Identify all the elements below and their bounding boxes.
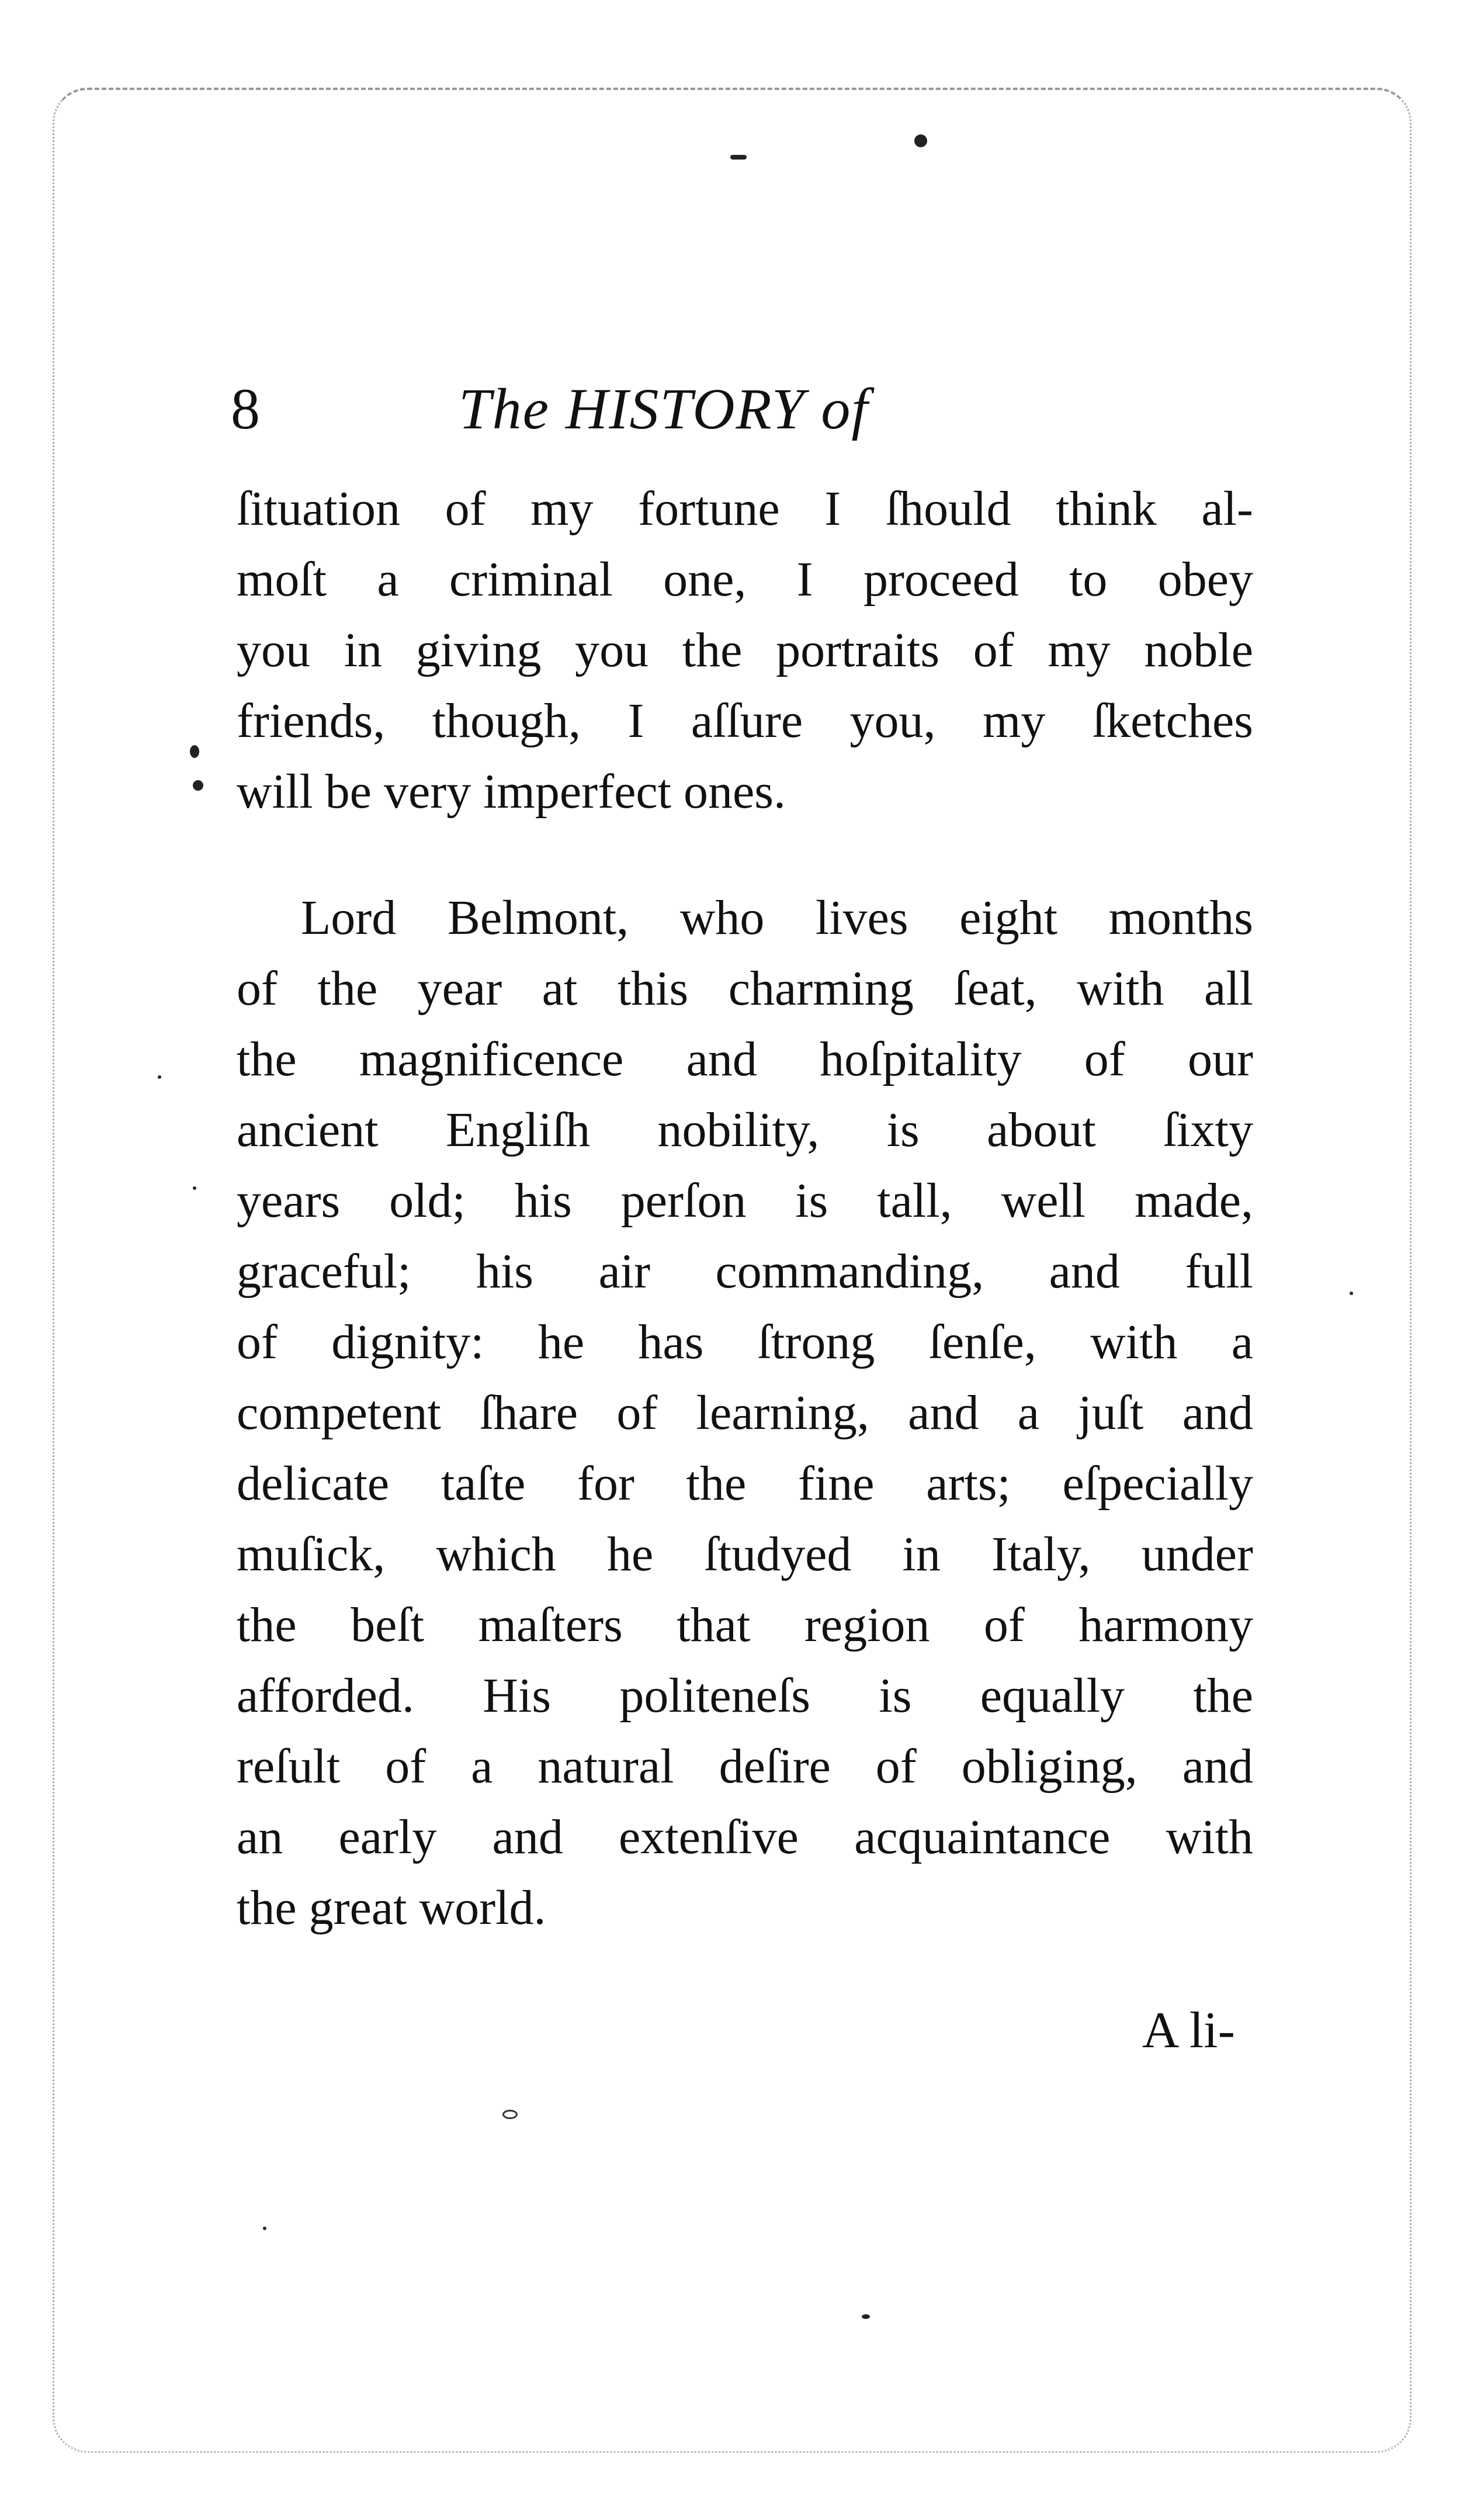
text-line: muſick, which he ſtudyed in Italy, under [237, 1527, 1253, 1581]
running-head [231, 374, 1259, 462]
ink-speck [730, 155, 747, 160]
text-line: graceful; his air commanding, and full [237, 1244, 1253, 1299]
text-line: ſituation of my fortune I ſhould think al- [237, 482, 1253, 536]
text-line: competent ſhare of learning, and a juſt and [237, 1386, 1253, 1440]
page-number: 8 [231, 376, 260, 441]
ink-speck [862, 2314, 870, 2319]
text-line: you in giving you the portraits of my noble [237, 623, 1253, 677]
ink-speck [190, 745, 199, 758]
paragraph-2 [237, 882, 1253, 1943]
ink-speck [502, 2110, 518, 2119]
text-line: friends, though, I aſſure you, my ſketches [237, 694, 1253, 748]
ink-speck [193, 1186, 196, 1190]
ink-speck [158, 1075, 161, 1079]
ink-speck [914, 134, 927, 147]
text-line: ancient Engliſh nobility, is about ſixty [237, 1103, 1253, 1157]
text-line: the beſt maſters that region of harmony [237, 1598, 1253, 1652]
text-line: of the year at this charming ſeat, with all [237, 961, 1253, 1016]
paragraph-1 [237, 473, 1253, 827]
ink-speck [1350, 1292, 1353, 1295]
ink-speck [193, 780, 203, 791]
text-line: Lord Belmont, who lives eight months [301, 891, 1253, 945]
catchword: A li- [1142, 2002, 1235, 2059]
text-line: the great world. [237, 1881, 546, 1935]
text-line: will be very imperfect ones. [237, 764, 786, 819]
text-line: reſult of a natural deſire of obliging, and [237, 1739, 1253, 1794]
text-line: delicate taſte for the fine arts; eſpecially [237, 1456, 1253, 1511]
text-line: an early and extenſive acquaintance with [237, 1810, 1253, 1864]
text-line: years old; his perſon is tall, well made, [237, 1174, 1253, 1228]
running-title: The HISTORY of [459, 376, 869, 441]
text-line: of dignity: he has ſtrong ſenſe, with a [237, 1315, 1253, 1369]
text-line: afforded. His politeneſs is equally the [237, 1669, 1253, 1723]
text-line: moſt a criminal one, I proceed to obey [237, 552, 1253, 607]
ink-speck [263, 2227, 266, 2230]
text-line: the magnificence and hoſpitality of our [237, 1032, 1253, 1086]
